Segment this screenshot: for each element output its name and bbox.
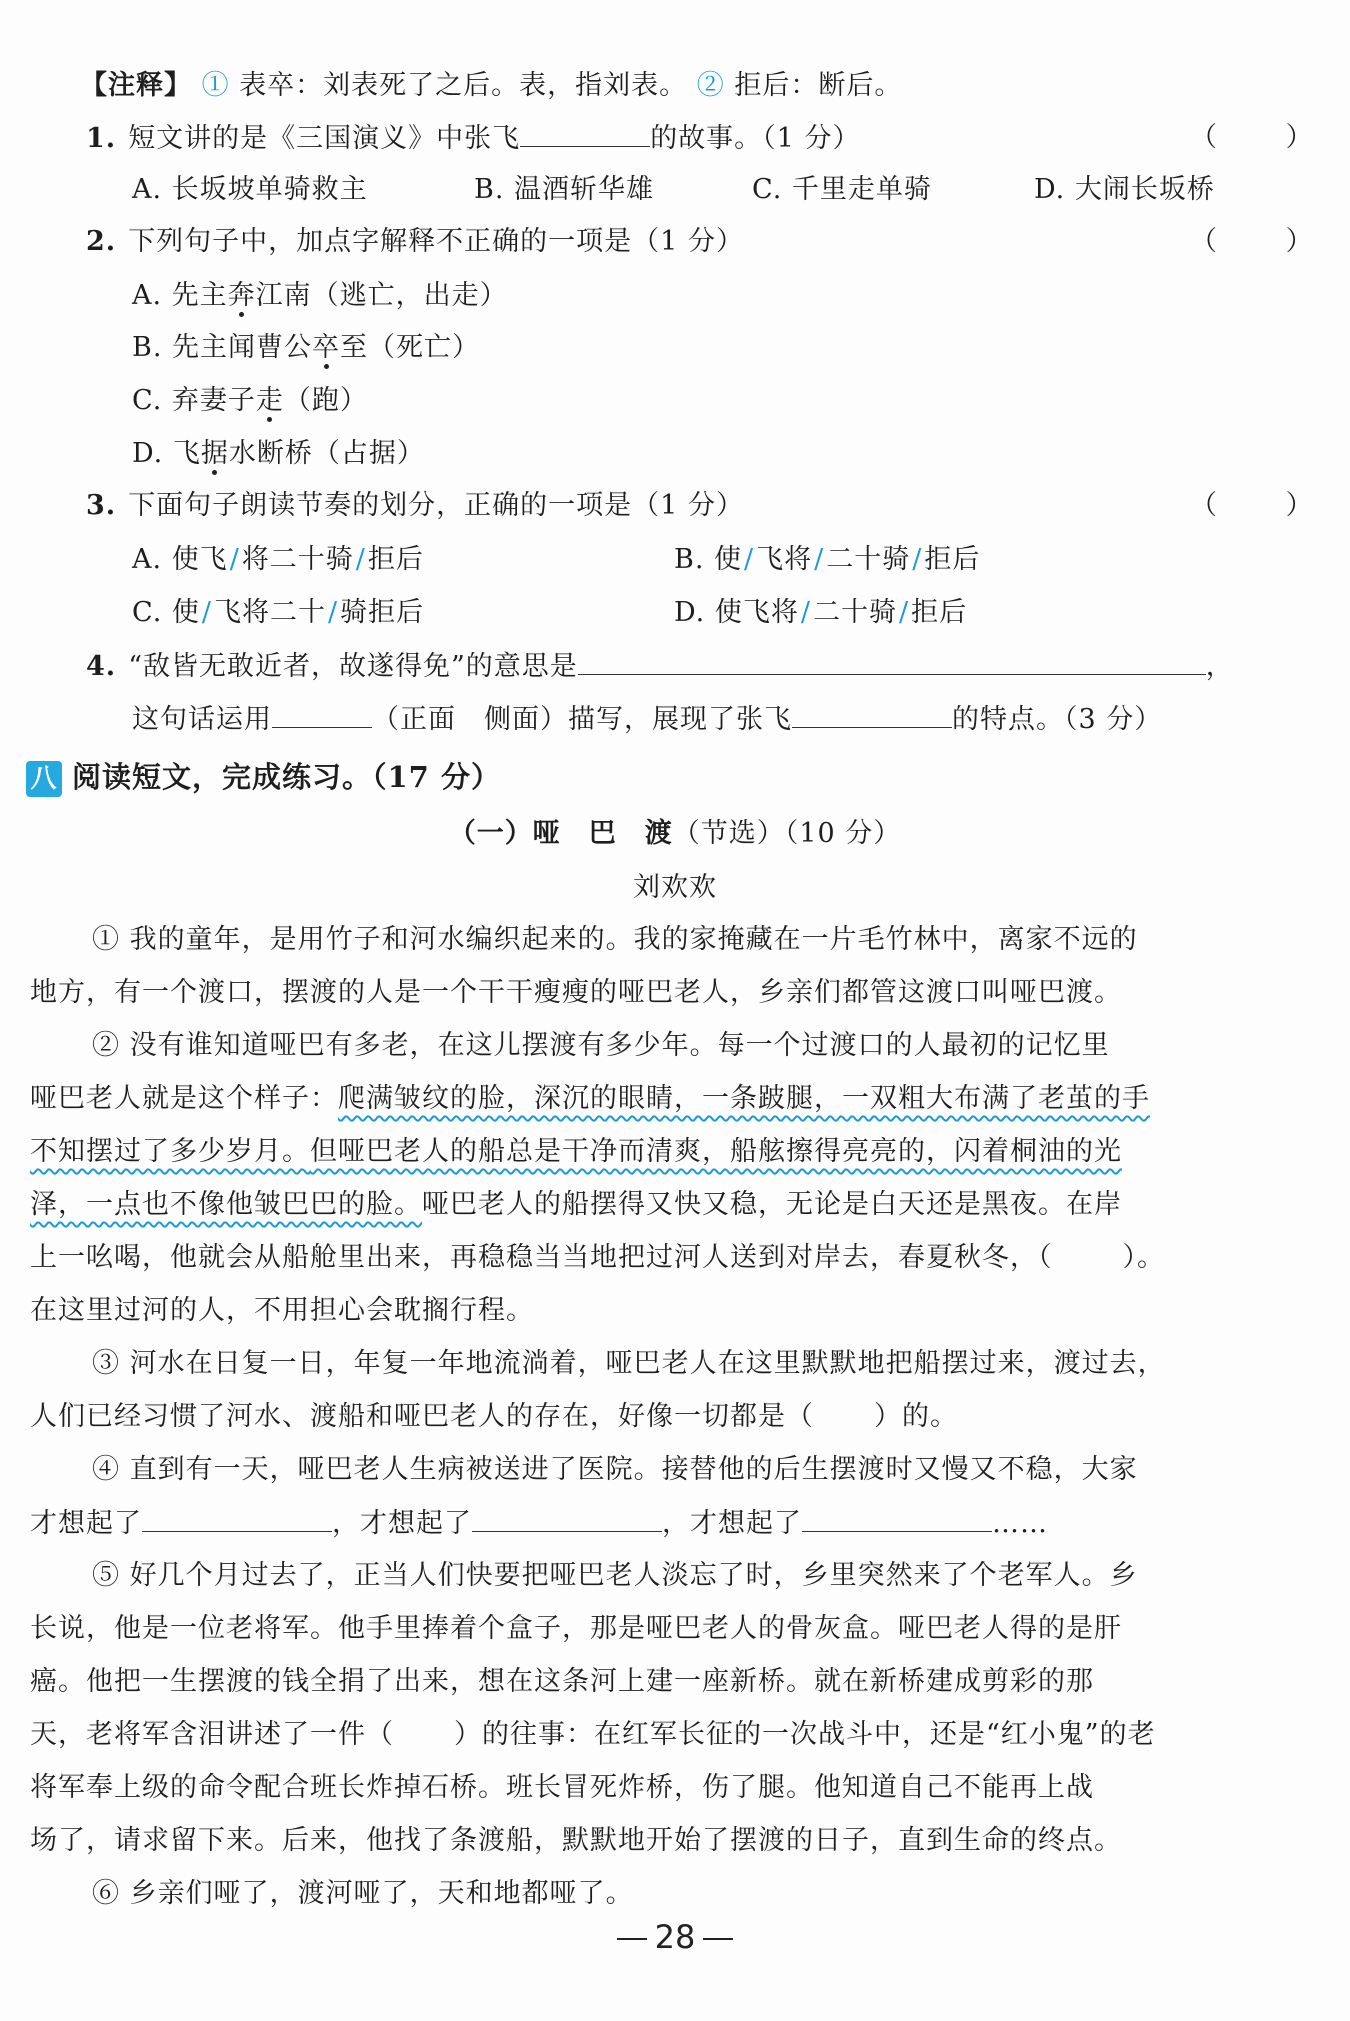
q1-option-a: A. 长坂坡单骑救主 <box>132 174 368 205</box>
article-blank-3[interactable] <box>802 1503 992 1532</box>
article-p5-line-6: 场了，请求留下来。后来，他找了条渡船，默默地开始了摆渡的日子，直到生命的终点。 <box>30 1825 1122 1856</box>
question-4-comma: ， <box>1205 651 1234 682</box>
question-1-text-b: 的故事。（1 分） <box>650 123 861 154</box>
q2-option-d-post: 水断桥（占据） <box>228 438 425 469</box>
note-2-marker: ② <box>696 70 725 101</box>
question-1-text-a: 短文讲的是《三国演义》中张飞 <box>128 123 521 154</box>
rhythm-slash: / <box>800 597 811 628</box>
question-1-answer-paren[interactable]: （ ） <box>1190 122 1343 153</box>
rhythm-slash: / <box>355 544 366 575</box>
q2-option-b-post: 至（死亡） <box>340 332 481 363</box>
article-p2-line-2 <box>30 1079 1150 1119</box>
rhythm-slash: / <box>201 597 212 628</box>
section-8-heading <box>26 757 501 797</box>
wavy-underlined-sentence: 泽，一点也不像他皱巴巴的脸。 <box>30 1189 422 1220</box>
question-1-number: 1. <box>86 123 117 154</box>
article-p2-line-3 <box>30 1132 1122 1172</box>
q3-option-d-label: D. <box>674 597 706 628</box>
article-p3-line-2-b: ）的。 <box>874 1401 958 1432</box>
article-title-note: （节选）（10 分） <box>672 818 902 849</box>
article-p6-line-1: ⑥ 乡亲们哑了，渡河哑了，天和地都哑了。 <box>92 1878 634 1909</box>
article-p1-line-1: ① 我的童年，是用竹子和河水编织起来的。我的家掩藏在一片毛竹林中，离家不远的 <box>92 924 1138 955</box>
article-p5-line-1: ⑤ 好几个月过去了，正当人们快要把哑巴老人淡忘了时，乡里突然来了个老军人。乡 <box>92 1560 1138 1591</box>
rhythm-slash: / <box>814 544 825 575</box>
question-2 <box>86 222 744 262</box>
q3-option-c-part: 飞将二十 <box>213 597 326 628</box>
article-p2-line-6: 在这里过河的人，不用担心会耽搁行程。 <box>30 1295 534 1326</box>
question-3 <box>86 486 744 526</box>
q3-option-b-part: 飞将 <box>756 544 813 575</box>
question-2-text: 下列句子中，加点字解释不正确的一项是（1 分） <box>128 226 744 257</box>
q3-option-a-part: 将二十骑 <box>241 544 354 575</box>
article-p2-line-5 <box>30 1238 1165 1278</box>
question-4-number: 4. <box>86 651 117 682</box>
question-1-blank[interactable] <box>520 118 650 147</box>
q3-option-c-part: 骑拒后 <box>340 597 425 628</box>
wavy-underlined-sentence: 但哑巴老人的船总是干净而清爽，船舷擦得亮亮的，闪着桐油的光 <box>310 1136 1122 1167</box>
q1-option-c: C. 千里走单骑 <box>752 174 932 205</box>
q3-option-a-part: 使飞 <box>171 544 228 575</box>
article-p4-line-2 <box>30 1503 1048 1544</box>
wavy-underlined-sentence: 不知摆过了多少岁月。 <box>30 1136 310 1167</box>
article-p2-line-5-b: ）。 <box>1122 1242 1165 1273</box>
article-p4-line-1: ④ 直到有一天，哑巴老人生病被送进了医院。接替他的后生摆渡时又慢又不稳，大家 <box>92 1454 1138 1485</box>
article-p2-line-1: ② 没有谁知道哑巴有多老，在这儿摆渡有多少年。每一个过渡口的人最初的记忆里 <box>92 1030 1110 1061</box>
notes-line <box>80 66 902 106</box>
question-2-number: 2. <box>86 226 117 257</box>
article-p3-line-2-a: 人们已经习惯了河水、渡船和哑巴老人的存在，好像一切都是（ <box>30 1401 814 1432</box>
q3-option-d-part: 使飞将 <box>714 597 799 628</box>
q2-option-a-post: 江南（逃亡，出走） <box>255 280 508 311</box>
article-p5-line-4-b: ）的往事：在红军长征的一次战斗中，还是“红小鬼”的老 <box>454 1719 1156 1750</box>
rhythm-slash: / <box>327 597 339 628</box>
note-2-text: 拒后：断后。 <box>734 70 903 101</box>
article-p5-line-3: 癌。他把一生摆渡的钱全捐了出来，想在这条河上建一座新桥。就在新桥建成剪彩的那 <box>30 1666 1094 1697</box>
question-4-blank-trait[interactable] <box>792 699 952 728</box>
section-8-title: 阅读短文，完成练习。（17 分） <box>72 760 501 794</box>
q2-option-a-pre: A. 先主 <box>132 280 228 311</box>
q2-option-c <box>132 381 368 421</box>
question-3-text: 下面句子朗读节奏的划分，正确的一项是（1 分） <box>128 490 744 521</box>
rhythm-slash: / <box>898 597 910 628</box>
q3-option-a-label: A. <box>132 544 163 575</box>
article-p3-line-1: ③ 河水在日复一日，年复一年地流淌着，哑巴老人在这里默默地把船摆过来，渡过去， <box>92 1348 1166 1379</box>
q2-option-a <box>132 276 508 316</box>
note-1-marker: ① <box>201 70 230 101</box>
q2-option-c-post: （跑） <box>283 385 368 416</box>
q3-option-d <box>674 593 967 633</box>
article-p4-text: ，才想起了 <box>332 1508 472 1539</box>
notes-label: 【注释】 <box>80 70 192 101</box>
article-p2-line-2-a: 哑巴老人就是这个样子： <box>30 1083 338 1114</box>
question-4-blank-meaning[interactable] <box>578 646 1206 675</box>
q2-option-d-pre: D. 飞 <box>132 438 201 469</box>
article-p4-text: ，才想起了 <box>662 1508 802 1539</box>
article-p3-line-2 <box>30 1397 958 1437</box>
rhythm-slash: / <box>229 544 240 575</box>
q1-option-d: D. 大闹长坂桥 <box>1034 174 1215 205</box>
section-8-badge: 八 <box>26 761 62 797</box>
article-heading <box>0 814 1350 854</box>
q3-option-d-part: 拒后 <box>911 597 968 628</box>
q3-option-b-part: 二十骑 <box>826 544 911 575</box>
q3-option-b-label: B. <box>674 544 705 575</box>
q3-option-c-label: C. <box>132 597 163 628</box>
article-p5-line-4-a: 天，老将军含泪讲述了一件（ <box>30 1719 394 1750</box>
question-1 <box>86 118 860 159</box>
q3-option-b-part: 使 <box>714 544 743 575</box>
page-number-dash-right <box>703 1938 733 1940</box>
q2-option-b-pre: B. 先主闻曹公 <box>132 332 313 363</box>
q2-option-a-dotted-char: 奔 <box>227 280 256 311</box>
article-p5-line-4 <box>30 1715 1156 1755</box>
q3-option-b-part: 拒后 <box>924 544 981 575</box>
question-4-text-c: （正面 侧面）描写，展现了张飞 <box>372 704 792 735</box>
page-number-dash-left <box>617 1938 647 1940</box>
q3-option-d-part: 二十骑 <box>812 597 897 628</box>
note-1-text: 表卒：刘表死了之后。表，指刘表。 <box>239 70 688 101</box>
question-4 <box>86 646 1234 687</box>
question-4-text-d: 的特点。（3 分） <box>952 704 1163 735</box>
question-3-answer-paren[interactable]: （ ） <box>1190 490 1343 521</box>
q3-option-a-part: 拒后 <box>367 544 424 575</box>
article-p5-line-5: 将军奉上级的命令配合班长炸掉石桥。班长冒死炸桥，伤了腿。他知道自己不能再上战 <box>30 1772 1094 1803</box>
page-number-value: 28 <box>654 1918 696 1956</box>
article-p2-line-4-b: 哑巴老人的船摆得又快又稳，无论是白天还是黑夜。在岸 <box>422 1189 1122 1220</box>
article-p2-line-4 <box>30 1185 1122 1225</box>
article-blank-1[interactable] <box>142 1503 332 1532</box>
question-4-line-2 <box>132 699 1162 740</box>
q2-option-c-dotted-char: 走 <box>255 385 284 416</box>
wavy-underlined-sentence: 爬满皱纹的脸，深沉的眼睛，一条跛腿，一双粗大布满了老茧的手 <box>338 1083 1150 1114</box>
page-number <box>0 1918 1350 1956</box>
question-3-number: 3. <box>86 490 117 521</box>
rhythm-slash: / <box>744 544 755 575</box>
q2-option-d-dotted-char: 据 <box>200 438 229 469</box>
q3-option-c-part: 使 <box>171 597 200 628</box>
article-p5-line-2: 长说，他是一位老将军。他手里捧着个盒子，那是哑巴老人的骨灰盒。哑巴老人得的是肝 <box>30 1613 1122 1644</box>
q1-option-b: B. 温酒斩华雄 <box>474 174 655 205</box>
article-author: 刘欢欢 <box>633 872 717 903</box>
q3-option-a <box>132 540 424 580</box>
article-title: （一）哑 巴 渡 <box>448 818 673 849</box>
article-p1-line-2: 地方，有一个渡口，摆渡的人是一个干干瘦瘦的哑巴老人，乡亲们都管这渡口叫哑巴渡。 <box>30 977 1122 1008</box>
article-p4-ellipsis: …… <box>992 1508 1048 1539</box>
q3-option-c <box>132 593 424 633</box>
article-blank-2[interactable] <box>472 1503 662 1532</box>
question-4-text-b: 这句话运用 <box>132 704 272 735</box>
q2-option-b-dotted-char: 卒 <box>312 332 341 363</box>
q2-option-d <box>132 434 425 474</box>
question-4-blank-method[interactable] <box>272 699 372 728</box>
q2-option-c-pre: C. 弃妻子 <box>132 385 256 416</box>
article-p4-text: 才想起了 <box>30 1508 142 1539</box>
rhythm-slash: / <box>912 544 923 575</box>
question-4-text-a: “敌皆无敢近者，故遂得免”的意思是 <box>128 651 578 682</box>
question-2-answer-paren[interactable]: （ ） <box>1190 226 1343 257</box>
q2-option-b <box>132 328 480 368</box>
article-p2-line-5-a: 上一吆喝，他就会从船舱里出来，再稳稳当当地把过河人送到对岸去，春夏秋冬，（ <box>30 1242 1053 1273</box>
q3-option-b <box>674 540 980 580</box>
